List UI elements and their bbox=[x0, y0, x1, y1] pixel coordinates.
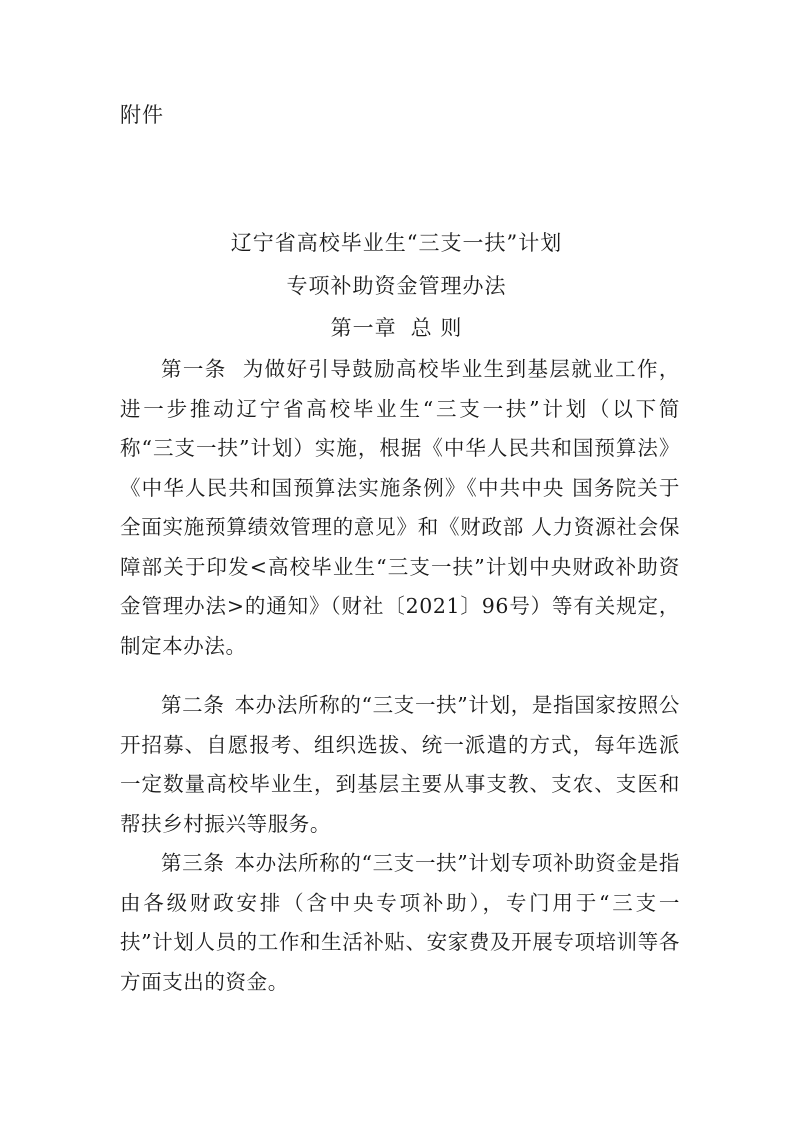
chapter-number: 第一章 bbox=[330, 316, 397, 340]
article-text: 本办法所称的“三支一扶”计划，是指国家按照公开招募、自愿报考、组织选拔、统一派遣的方式，每年选派一定数量高校毕业生，到基层主要从事支教、支农、支医和帮扶乡村振兴等服务。 bbox=[120, 693, 680, 836]
article-3 bbox=[120, 844, 680, 1002]
article-number: 第三条 bbox=[161, 851, 225, 875]
document-title-line-1: 辽宁省高校毕业生“三支一扶”计划 bbox=[230, 231, 563, 255]
document-title-line-2: 专项补助资金管理办法 bbox=[286, 274, 507, 298]
chapter-name: 总 则 bbox=[410, 316, 463, 340]
article-text: 为做好引导鼓励高校毕业生到基层就业工作，进一步推动辽宁省高校毕业生“三支一扶”计划（以下简称“三支一扶”计划）实施，根据《中华人民共和国预算法》《中华人民共和国预算法实施条例》《中共中央 国务院关于全面实施预算绩效管理的意见》和《财政部 人力资源社会保障部关于印发<高校毕业生“三支一扶”计划中央财政补助资金管理办法>的通知》（财社〔2021〕96号）等有关规定，制定本办法。 bbox=[120, 357, 680, 658]
article-2 bbox=[120, 686, 680, 844]
attachment-label: 附件 bbox=[120, 103, 164, 127]
chapter-heading bbox=[0, 313, 793, 343]
article-1 bbox=[120, 350, 680, 666]
article-text: 本办法所称的“三支一扶”计划专项补助资金是指由各级财政安排（含中央专项补助），专门用于“三支一扶”计划人员的工作和生活补贴、安家费及开展专项培训等各方面支出的资金。 bbox=[120, 851, 680, 994]
article-number: 第二条 bbox=[161, 693, 225, 717]
article-number: 第一条 bbox=[161, 357, 227, 381]
